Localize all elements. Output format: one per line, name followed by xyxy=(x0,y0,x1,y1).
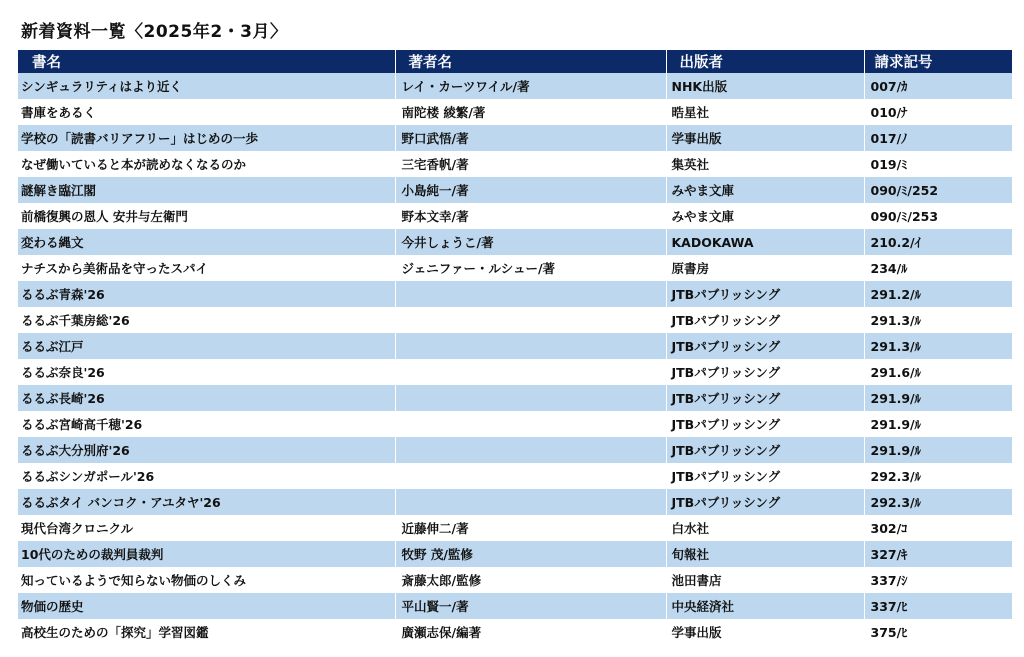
author-cell xyxy=(395,281,666,307)
publisher-cell: KADOKAWA xyxy=(666,229,864,255)
publisher-cell: 学事出版 xyxy=(666,619,864,645)
header-title: 書名 xyxy=(18,50,395,73)
book-title-cell: 前橋復興の恩人 安井与左衛門 xyxy=(18,203,395,229)
author-cell: 野口武悟/著 xyxy=(395,125,666,151)
table-row xyxy=(18,541,1012,567)
author-cell: レイ・カーツワイル/著 xyxy=(395,73,666,99)
author-cell: ジェニファー・ルシュー/著 xyxy=(395,255,666,281)
call-number-cell: 291.9/ﾙ xyxy=(870,443,921,458)
call-number-cell: 337/ｼ xyxy=(870,573,908,588)
author-cell: 今井しょうこ/著 xyxy=(395,229,666,255)
table-row xyxy=(18,281,1012,307)
table-row xyxy=(18,125,1012,151)
author-cell xyxy=(395,463,666,489)
book-title-cell: るるぶ長崎'26 xyxy=(18,385,395,411)
book-title-cell: 現代台湾クロニクル xyxy=(18,515,395,541)
table-row xyxy=(18,437,1012,463)
author-cell: 小島純一/著 xyxy=(395,177,666,203)
table-row xyxy=(18,333,1012,359)
book-title-cell: 10代のための裁判員裁判 xyxy=(18,541,395,567)
book-title-cell: るるぶ青森'26 xyxy=(18,281,395,307)
table-row xyxy=(18,177,1012,203)
author-cell: 牧野 茂/監修 xyxy=(395,541,666,567)
table-row xyxy=(18,619,1012,645)
book-title-cell: 物価の歴史 xyxy=(18,593,395,619)
author-cell: 野本文幸/著 xyxy=(395,203,666,229)
publisher-cell: JTBパブリッシング xyxy=(666,359,864,385)
call-number-cell: 291.9/ﾙ xyxy=(870,417,921,432)
table-row xyxy=(18,359,1012,385)
book-title-cell: 高校生のための「探究」学習図鑑 xyxy=(18,619,395,645)
publisher-cell: 池田書店 xyxy=(666,567,864,593)
publisher-cell: JTBパブリッシング xyxy=(666,463,864,489)
table-row xyxy=(18,385,1012,411)
table-row xyxy=(18,229,1012,255)
book-title-cell: 変わる縄文 xyxy=(18,229,395,255)
call-number-cell: 291.3/ﾙ xyxy=(870,313,921,328)
table-row xyxy=(18,151,1012,177)
table-row xyxy=(18,411,1012,437)
publisher-cell: 原書房 xyxy=(666,255,864,281)
table-row xyxy=(18,307,1012,333)
header-call-number: 請求記号 xyxy=(874,55,933,71)
author-cell xyxy=(395,489,666,515)
book-title-cell: るるぶシンガポール'26 xyxy=(18,463,395,489)
publisher-cell: JTBパブリッシング xyxy=(666,333,864,359)
table-row xyxy=(18,593,1012,619)
call-number-cell: 010/ﾅ xyxy=(870,105,908,120)
call-number-cell: 017/ﾉ xyxy=(870,131,908,146)
author-cell xyxy=(395,307,666,333)
call-number-cell: 210.2/ｲ xyxy=(870,235,921,250)
call-number-cell: 291.3/ﾙ xyxy=(870,339,921,354)
publisher-cell: NHK出版 xyxy=(666,73,864,99)
table-row xyxy=(18,99,1012,125)
publisher-cell: JTBパブリッシング xyxy=(666,437,864,463)
call-number-cell: 090/ﾐ/253 xyxy=(870,209,939,224)
publisher-cell: 晧星社 xyxy=(666,99,864,125)
book-title-cell: るるぶ大分別府'26 xyxy=(18,437,395,463)
author-cell xyxy=(395,411,666,437)
call-number-cell: 234/ﾙ xyxy=(870,261,908,276)
publisher-cell: JTBパブリッシング xyxy=(666,411,864,437)
book-title-cell: シンギュラリティはより近く xyxy=(18,73,395,99)
author-cell xyxy=(395,437,666,463)
publisher-cell: 学事出版 xyxy=(666,125,864,151)
publisher-cell: みやま文庫 xyxy=(666,203,864,229)
author-cell: 廣瀬志保/編著 xyxy=(395,619,666,645)
call-number-cell: 292.3/ﾙ xyxy=(870,495,921,510)
table-row xyxy=(18,515,1012,541)
call-number-cell: 375/ﾋ xyxy=(870,625,908,640)
book-title-cell: るるぶタイ バンコク・アユタヤ'26 xyxy=(18,489,395,515)
author-cell: 三宅香帆/著 xyxy=(395,151,666,177)
book-title-cell: 書庫をあるく xyxy=(18,99,395,125)
book-title-cell: 知っているようで知らない物価のしくみ xyxy=(18,567,395,593)
call-number-cell: 007/ｶ xyxy=(870,79,908,94)
author-cell: 平山賢一/著 xyxy=(395,593,666,619)
publisher-cell: 旬報社 xyxy=(666,541,864,567)
publisher-cell: 集英社 xyxy=(666,151,864,177)
call-number-cell: 292.3/ﾙ xyxy=(870,469,921,484)
publisher-cell: 中央経済社 xyxy=(666,593,864,619)
author-cell xyxy=(395,359,666,385)
publisher-cell: JTBパブリッシング xyxy=(666,307,864,333)
call-number-cell: 327/ｷ xyxy=(870,547,908,562)
table-row xyxy=(18,255,1012,281)
publisher-cell: JTBパブリッシング xyxy=(666,385,864,411)
table-row xyxy=(18,73,1012,99)
page-title: 新着資料一覧〈2025年2・3月〉 xyxy=(21,22,288,42)
header-publisher: 出版者 xyxy=(666,50,864,73)
book-title-cell: るるぶ宮崎高千穂'26 xyxy=(18,411,395,437)
call-number-cell: 337/ﾋ xyxy=(870,599,908,614)
book-title-cell: 学校の「読書バリアフリー」はじめの一歩 xyxy=(18,125,395,151)
call-number-cell: 019/ﾐ xyxy=(870,157,908,172)
publisher-cell: JTBパブリッシング xyxy=(666,489,864,515)
book-title-cell: るるぶ千葉房総'26 xyxy=(18,307,395,333)
header-author: 著者名 xyxy=(395,50,666,73)
call-number-cell: 302/ｺ xyxy=(870,521,908,536)
publisher-cell: みやま文庫 xyxy=(666,177,864,203)
table-row xyxy=(18,489,1012,515)
book-title-cell: るるぶ奈良'26 xyxy=(18,359,395,385)
publisher-cell: JTBパブリッシング xyxy=(666,281,864,307)
publisher-cell: 白水社 xyxy=(666,515,864,541)
author-cell: 近藤伸二/著 xyxy=(395,515,666,541)
book-title-cell: なぜ働いていると本が読めなくなるのか xyxy=(18,151,395,177)
book-title-cell: るるぶ江戸 xyxy=(18,333,395,359)
book-title-cell: 謎解き臨江閣 xyxy=(18,177,395,203)
call-number-cell: 291.9/ﾙ xyxy=(870,391,921,406)
new-materials-table xyxy=(18,50,1012,645)
call-number-cell: 291.6/ﾙ xyxy=(870,365,921,380)
book-title-cell: ナチスから美術品を守ったスパイ xyxy=(18,255,395,281)
call-number-cell: 291.2/ﾙ xyxy=(870,287,921,302)
table-header-row xyxy=(18,50,1012,73)
author-cell xyxy=(395,333,666,359)
author-cell xyxy=(395,385,666,411)
author-cell: 南陀楼 綾繁/著 xyxy=(395,99,666,125)
table-row xyxy=(18,567,1012,593)
call-number-cell: 090/ﾐ/252 xyxy=(870,183,939,198)
table-row xyxy=(18,463,1012,489)
author-cell: 斎藤太郎/監修 xyxy=(395,567,666,593)
table-row xyxy=(18,203,1012,229)
